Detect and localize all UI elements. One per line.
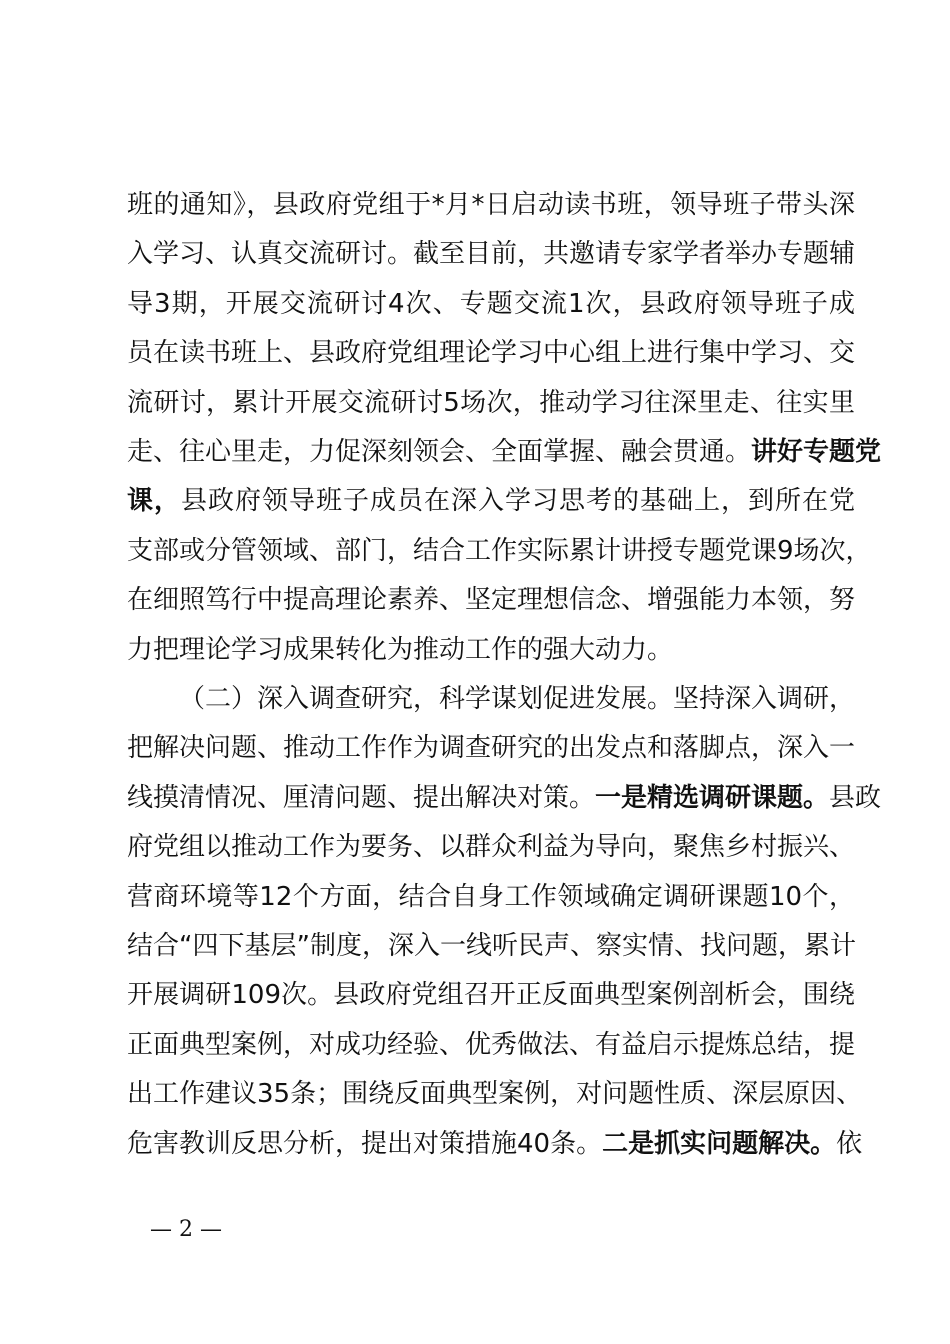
- text-segment: 员在读书班上、县政府党组理论学习中心组上进行集中学习、交: [127, 338, 856, 369]
- bold-text-segment: 一是精选调研课题。: [595, 782, 830, 813]
- text-segment: 流研讨，累计开展交流研讨5场次，推动学习往深里走、往实里: [127, 387, 855, 418]
- text-segment: （二）深入调查研究，科学谋划促进发展。坚持深入调研，: [179, 684, 856, 714]
- page-number: — 2 —: [150, 1217, 222, 1242]
- text-line: [127, 827, 855, 867]
- bold-text-segment: 二是抓实问题解决。: [602, 1128, 837, 1159]
- text-line: [127, 531, 872, 571]
- bold-text-segment: 课，: [127, 486, 181, 517]
- text-line: [127, 630, 855, 670]
- text-segment: 出工作建议35条；围绕反面典型案例，对问题性质、深层原因、: [127, 1079, 863, 1110]
- text-line: [127, 383, 855, 423]
- text-segment: 在细照笃行中提高理论素养、坚定理想信念、增强能力本领，努: [127, 585, 856, 616]
- text-line: [127, 926, 855, 966]
- text-line: [127, 975, 855, 1015]
- text-line: [127, 333, 855, 373]
- text-segment: 导3期，开展交流研讨4次、专题交流1次，县政府领导班子成: [127, 288, 855, 319]
- text-segment: 把解决问题、推动工作作为调查研究的出发点和落脚点，深入一: [127, 733, 856, 764]
- text-segment: 结合“四下基层”制度，深入一线听民声、察实情、找问题，累计: [127, 931, 856, 961]
- text-line: [127, 778, 882, 818]
- text-segment: 依: [836, 1128, 863, 1159]
- text-line: [127, 580, 855, 620]
- text-segment: 班的通知》，县政府党组于*月*日启动读书班，领导班子带头深: [127, 190, 855, 220]
- text-line: [127, 234, 855, 274]
- text-line: [127, 728, 855, 768]
- text-line: [127, 877, 855, 917]
- text-segment: 正面典型案例，对成功经验、优秀做法、有益启示提炼总结，提: [127, 1029, 856, 1060]
- text-line: [127, 481, 855, 521]
- text-line: [127, 1025, 855, 1065]
- text-segment: 府党组以推动工作为要务、以群众利益为导向，聚焦乡村振兴、: [127, 832, 856, 863]
- text-segment: 走、往心里走，力促深刻领会、全面掌握、融会贯通。: [127, 437, 752, 467]
- text-segment: 营商环境等12个方面，结合自身工作领域确定调研课题10个，: [127, 881, 855, 912]
- text-line: [127, 284, 855, 324]
- text-line: [127, 1124, 863, 1164]
- text-segment: 县政府领导班子成员在深入学习思考的基础上，到所在党: [181, 486, 855, 517]
- text-segment: 力把理论学习成果转化为推动工作的强大动力。: [127, 634, 674, 665]
- text-segment: 入学习、认真交流研讨。截至目前，共邀请专家学者举办专题辅: [127, 239, 856, 270]
- bold-text-segment: 讲好专题党: [751, 437, 882, 467]
- text-segment: 线摸清情况、厘清问题、提出解决对策。: [127, 782, 596, 813]
- text-line: [179, 679, 855, 719]
- text-segment: 开展调研109次。县政府党组召开正反面典型案例剖析会，围绕: [127, 980, 855, 1011]
- text-line: [127, 432, 882, 472]
- text-line: [127, 1074, 863, 1114]
- text-line: [127, 185, 855, 225]
- text-segment: 县政: [829, 782, 882, 813]
- text-segment: 危害教训反思分析，提出对策措施40条。: [127, 1128, 603, 1159]
- text-segment: 支部或分管领域、部门，结合工作实际累计讲授专题党课9场次，: [127, 535, 872, 566]
